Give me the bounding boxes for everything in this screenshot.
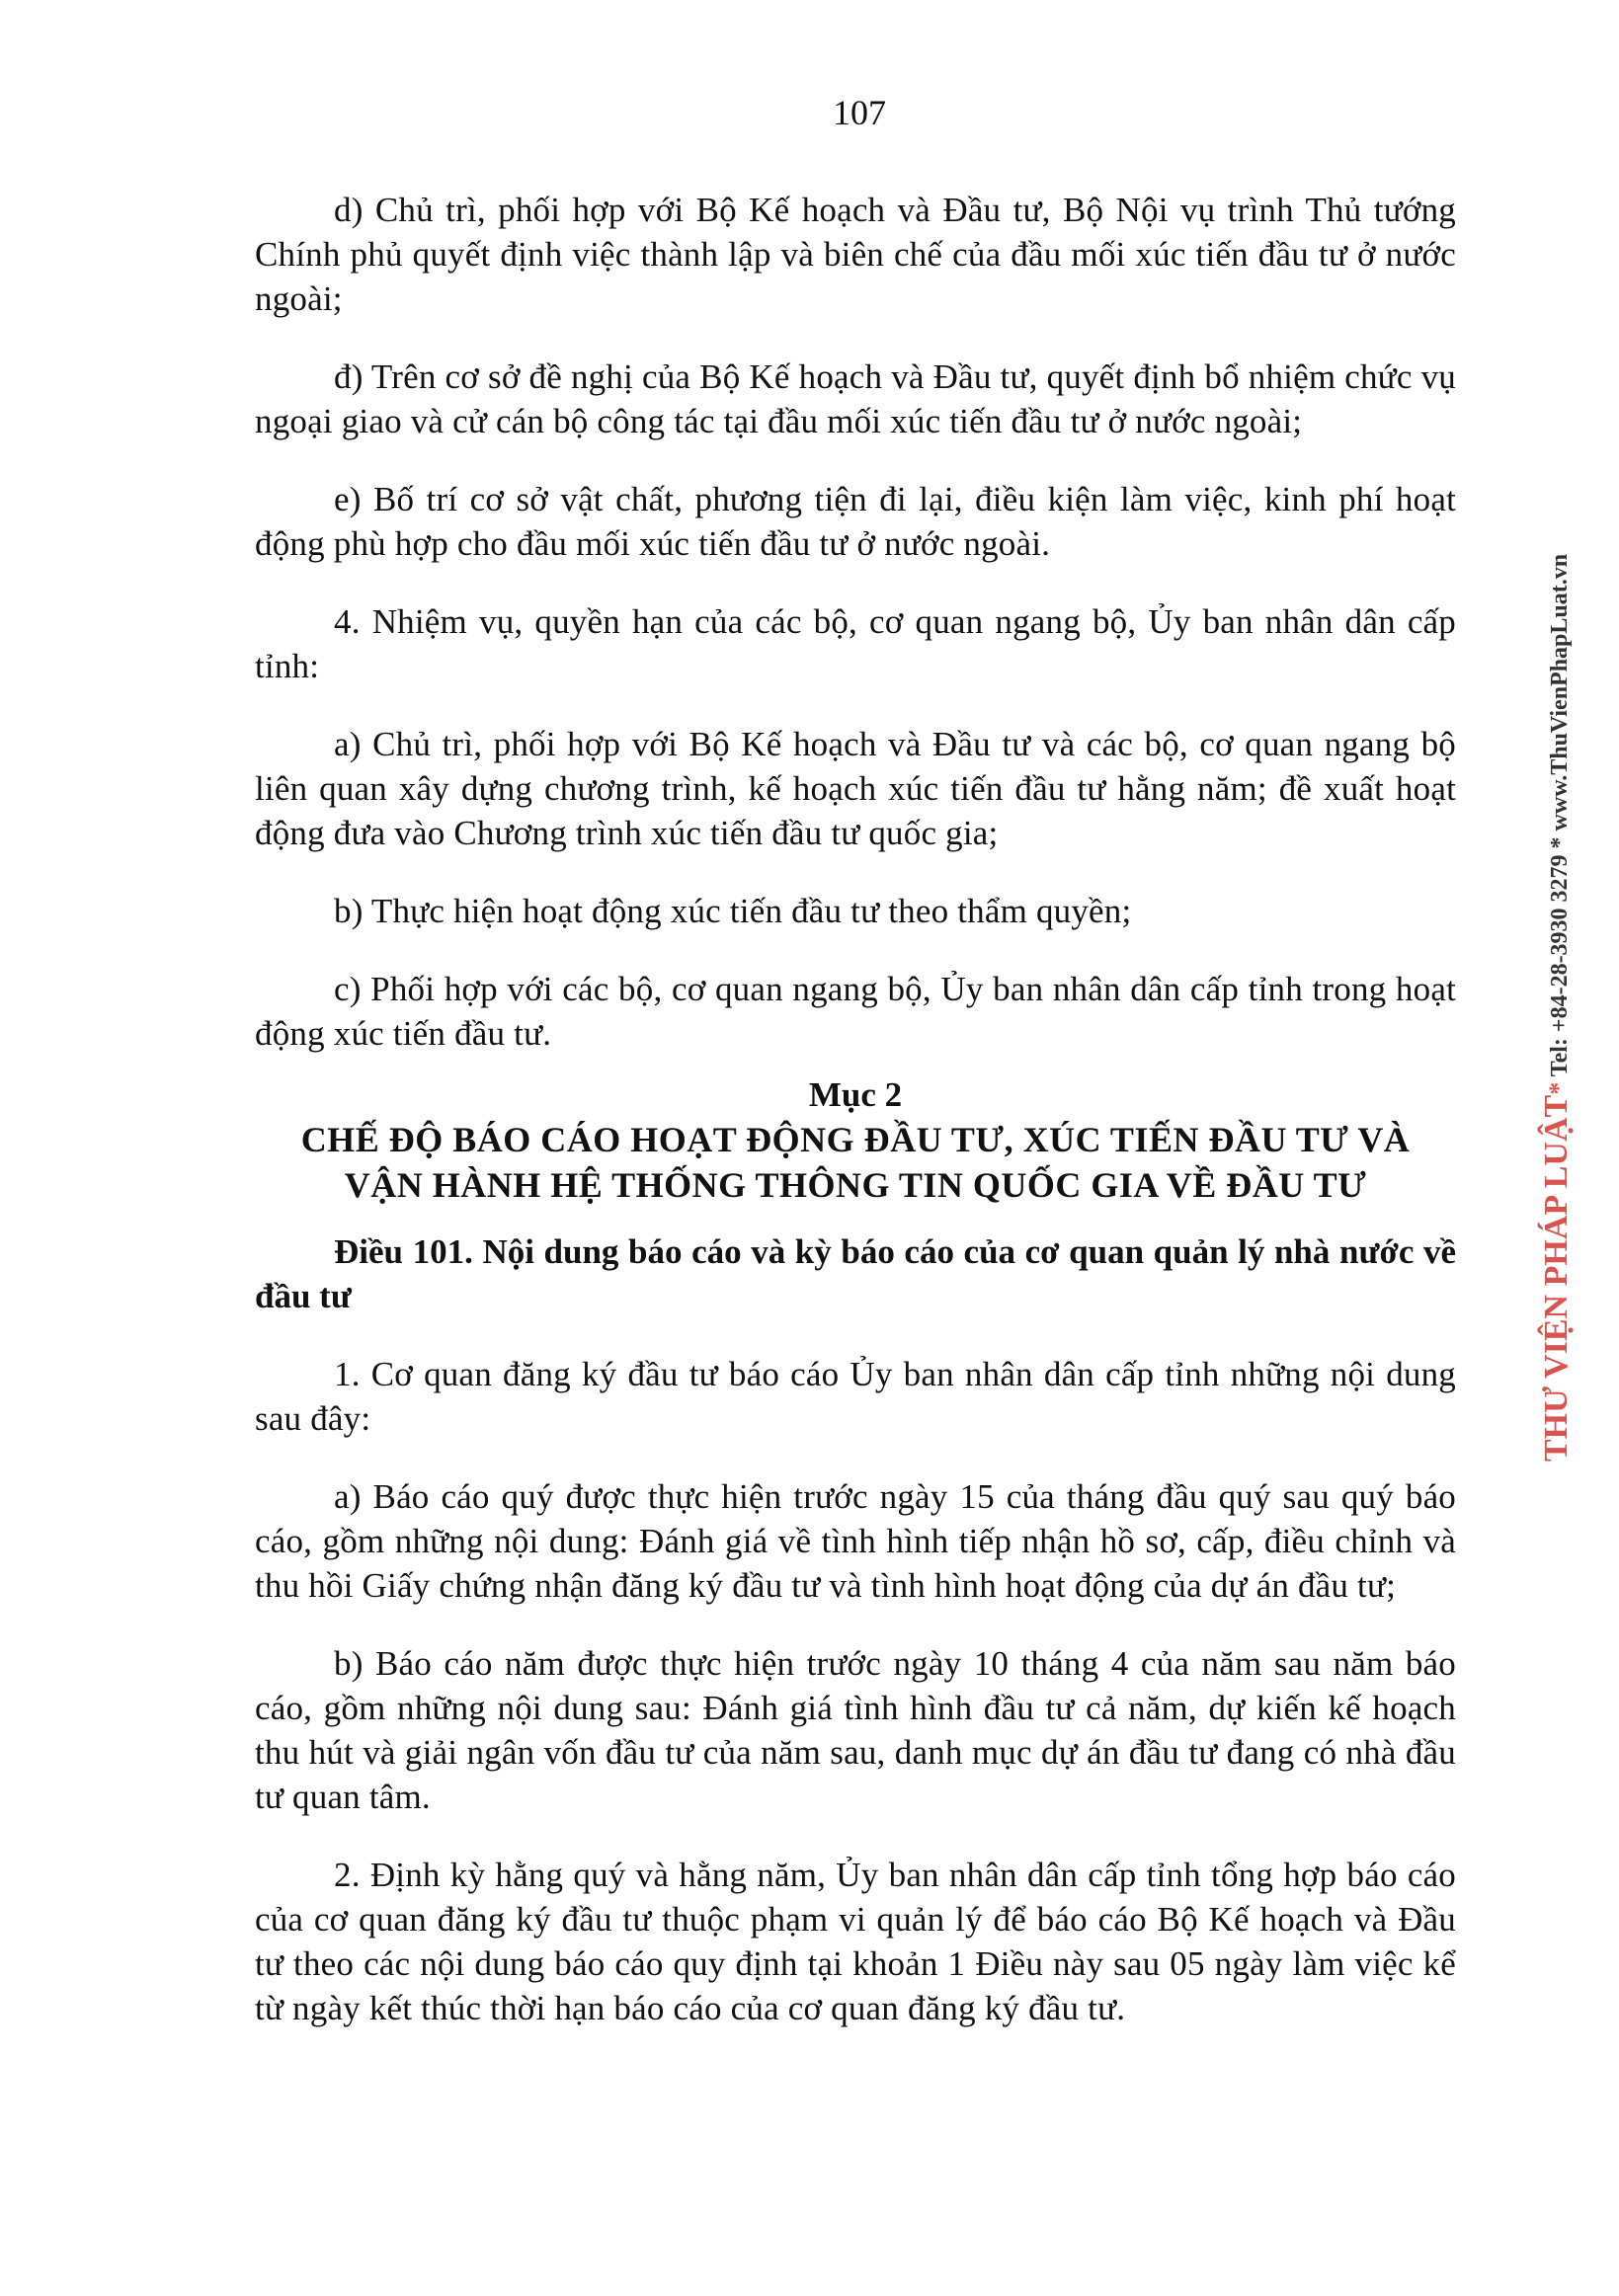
paragraph-quarterly-report: a) Báo cáo quý được thực hiện trước ngày 15 của tháng đầu quý sau quý báo cáo, gồm những nội dung: Đánh giá về tình hình tiếp nhận hồ sơ, cấp, điều chỉnh và thu hồi Giấy chứng nhận đăng ký đầu tư và tình hình hoạt động của dự án đầu tư; xyxy=(255,1477,1456,1605)
section-title xyxy=(255,1117,1456,1208)
paragraph-annual-report: b) Báo cáo năm được thực hiện trước ngày 10 tháng 4 của năm sau năm báo cáo, gồm những nội dung sau: Đánh giá tình hình đầu tư cả năm, dự kiến kế hoạch thu hút và giải ngân vốn đầu tư của năm sau, danh mục dự án đầu tư đang có nhà đầu tư quan tâm. xyxy=(255,1644,1456,1816)
paragraph-a: a) Chủ trì, phối hợp với Bộ Kế hoạch và Đầu tư và các bộ, cơ quan ngang bộ liên quan xây dựng chương trình, kế hoạch xúc tiến đầu tư hằng năm; đề xuất hoạt động đưa vào Chương trình xúc tiến đầu tư quốc gia; xyxy=(255,725,1456,852)
watermark-text xyxy=(1537,514,1579,1462)
paragraph-clause-1: 1. Cơ quan đăng ký đầu tư báo cáo Ủy ban nhân dân cấp tỉnh những nội dung sau đây: xyxy=(255,1355,1456,1438)
section-title-line-2: VẬN HÀNH HỆ THỐNG THÔNG TIN QUỐC GIA VỀ ĐẦU TƯ xyxy=(344,1165,1367,1205)
watermark-star: * xyxy=(1544,1081,1573,1095)
paragraph-clause-2: 2. Định kỳ hằng quý và hằng năm, Ủy ban nhân dân cấp tỉnh tổng hợp báo cáo của cơ quan đăng ký đầu tư thuộc phạm vi quản lý để báo cáo Bộ Kế hoạch và Đầu tư theo các nội dung báo cáo quy định tại khoản 1 Điều này sau 05 ngày làm việc kể từ ngày kết thúc thời hạn báo cáo của cơ quan đăng ký đầu tư. xyxy=(255,1856,1456,2027)
page-number: 107 xyxy=(833,93,886,132)
document-body xyxy=(255,188,1456,2064)
watermark-contact: Tel: +84-28-3930 3279 * www.ThuVienPhapLuat.vn xyxy=(1547,553,1573,1082)
article-title: Điều 101. Nội dung báo cáo và kỳ báo cáo của cơ quan quản lý nhà nước về đầu tư xyxy=(255,1232,1456,1315)
watermark xyxy=(1517,514,1575,1462)
watermark-brand: THƯ VIỆN PHÁP LUẬT xyxy=(1538,1094,1575,1462)
section-label: Mục 2 xyxy=(808,1075,903,1114)
section-title-line-1: CHẾ ĐỘ BÁO CÁO HOẠT ĐỘNG ĐẦU TƯ, XÚC TIẾN ĐẦU TƯ VÀ xyxy=(300,1120,1411,1159)
paragraph-e: e) Bố trí cơ sở vật chất, phương tiện đi lại, điều kiện làm việc, kinh phí hoạt động phù hợp cho đầu mối xúc tiến đầu tư ở nước ngoài. xyxy=(255,480,1456,563)
paragraph-d: d) Chủ trì, phối hợp với Bộ Kế hoạch và Đầu tư, Bộ Nội vụ trình Thủ tướng Chính phủ quyết định việc thành lập và biên chế của đầu mối xúc tiến đầu tư ở nước ngoài; xyxy=(255,191,1456,318)
paragraph-b: b) Thực hiện hoạt động xúc tiến đầu tư theo thẩm quyền; xyxy=(334,892,1132,930)
paragraph-c: c) Phối hợp với các bộ, cơ quan ngang bộ, Ủy ban nhân dân cấp tỉnh trong hoạt động xúc tiến đầu tư. xyxy=(255,970,1456,1053)
paragraph-clause-4: 4. Nhiệm vụ, quyền hạn của các bộ, cơ quan ngang bộ, Ủy ban nhân dân cấp tỉnh: xyxy=(255,602,1456,685)
paragraph-dd: đ) Trên cơ sở đề nghị của Bộ Kế hoạch và Đầu tư, quyết định bổ nhiệm chức vụ ngoại giao và cử cán bộ công tác tại đầu mối xúc tiến đầu tư ở nước ngoài; xyxy=(255,357,1456,440)
